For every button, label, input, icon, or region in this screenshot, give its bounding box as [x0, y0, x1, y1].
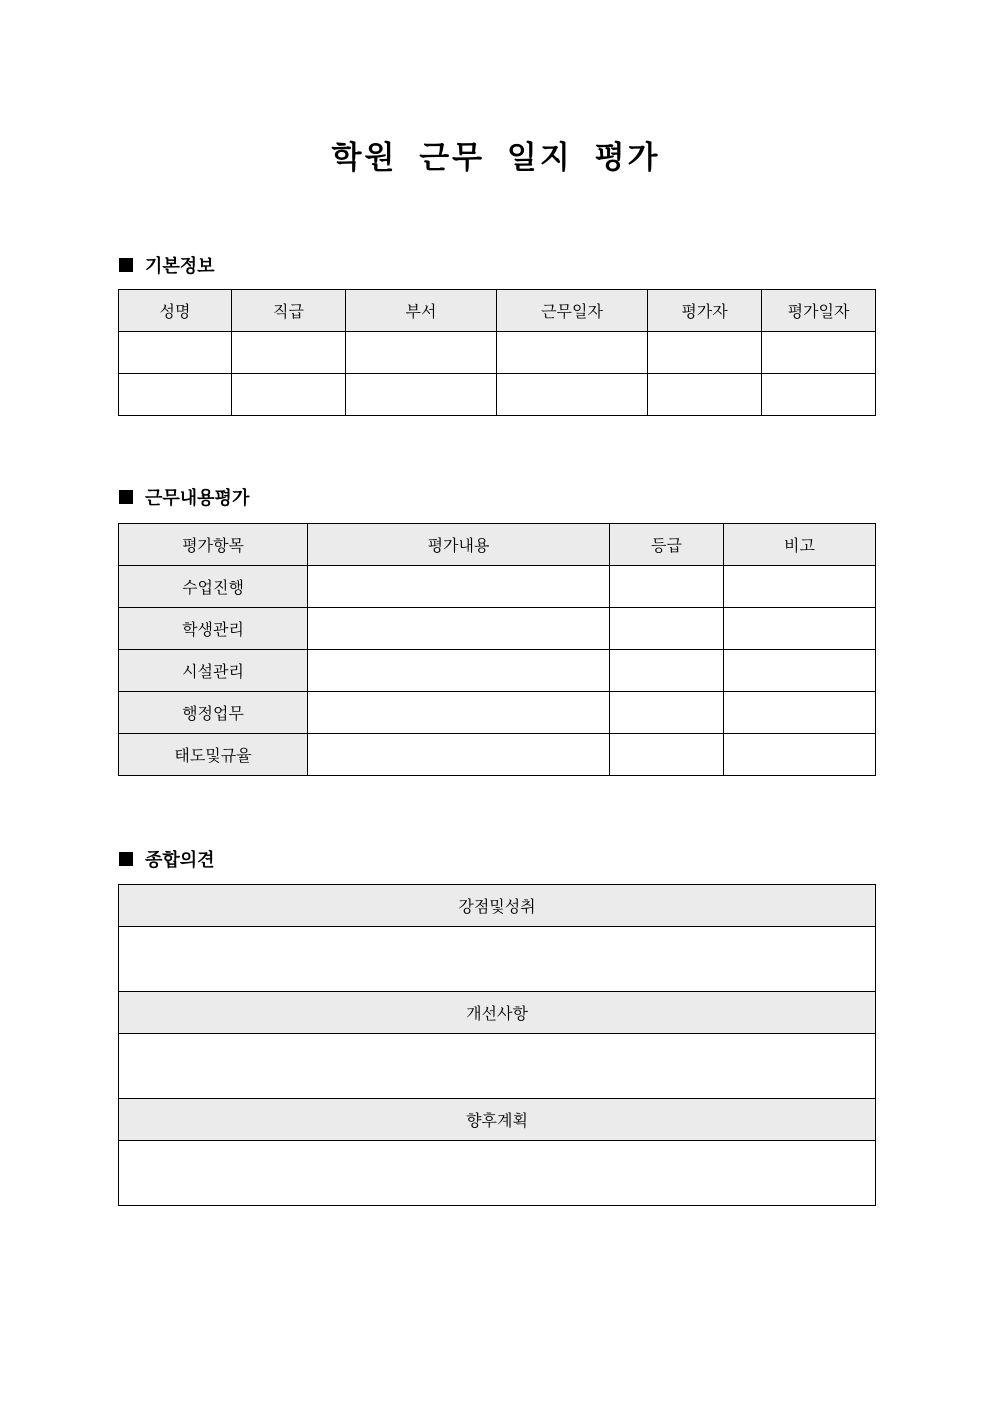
- improvements-label: 개선사항: [119, 992, 876, 1034]
- section-heading-work-evaluation: [119, 485, 249, 509]
- section-heading-label: 종합의견: [145, 850, 215, 871]
- basic-info-table: [118, 289, 876, 416]
- table-row: [119, 608, 876, 650]
- evaluation-content-cell[interactable]: [308, 734, 610, 776]
- section-heading-basic-info: [119, 253, 215, 277]
- grade-cell[interactable]: [610, 734, 724, 776]
- strengths-field[interactable]: [119, 927, 876, 992]
- column-header-content: 평가내용: [308, 524, 610, 566]
- opinion-section-body: [119, 927, 876, 992]
- grade-cell[interactable]: [610, 650, 724, 692]
- position-cell[interactable]: [232, 332, 346, 374]
- future-plans-field[interactable]: [119, 1141, 876, 1206]
- table-row: [119, 566, 876, 608]
- opinion-section-body: [119, 1141, 876, 1206]
- section-heading-label: 근무내용평가: [145, 488, 250, 509]
- column-header-evaluator: 평가자: [648, 290, 762, 332]
- name-cell[interactable]: [119, 332, 232, 374]
- evaluation-content-cell[interactable]: [308, 608, 610, 650]
- table-row: [119, 650, 876, 692]
- position-cell[interactable]: [232, 374, 346, 416]
- column-header-work-date: 근무일자: [497, 290, 648, 332]
- evaluation-date-cell[interactable]: [762, 374, 876, 416]
- grade-cell[interactable]: [610, 566, 724, 608]
- opinion-section-header: [119, 992, 876, 1034]
- improvements-field[interactable]: [119, 1034, 876, 1099]
- square-bullet-icon: [119, 258, 133, 272]
- table-row: [119, 692, 876, 734]
- opinion-section-header: [119, 1099, 876, 1141]
- name-cell[interactable]: [119, 374, 232, 416]
- department-cell[interactable]: [346, 374, 497, 416]
- page-title: 학원 근무 일지 평가: [331, 140, 661, 176]
- work-evaluation-table: [118, 523, 876, 776]
- column-header-name: 성명: [119, 290, 232, 332]
- table-header-row: [119, 524, 876, 566]
- strengths-label: 강점및성취: [119, 885, 876, 927]
- column-header-item: 평가항목: [119, 524, 308, 566]
- column-header-department: 부서: [346, 290, 497, 332]
- future-plans-label: 향후계획: [119, 1099, 876, 1141]
- evaluation-content-cell[interactable]: [308, 566, 610, 608]
- table-header-row: [119, 290, 876, 332]
- note-cell[interactable]: [724, 566, 876, 608]
- note-cell[interactable]: [724, 650, 876, 692]
- work-date-cell[interactable]: [497, 374, 648, 416]
- note-cell[interactable]: [724, 734, 876, 776]
- column-header-note: 비고: [724, 524, 876, 566]
- section-heading-overall-opinion: [119, 847, 215, 871]
- evaluation-content-cell[interactable]: [308, 692, 610, 734]
- column-header-position: 직급: [232, 290, 346, 332]
- table-row: [119, 374, 876, 416]
- evaluation-item-label: 학생관리: [119, 608, 308, 650]
- evaluator-cell[interactable]: [648, 332, 762, 374]
- evaluation-content-cell[interactable]: [308, 650, 610, 692]
- section-heading-label: 기본정보: [145, 256, 215, 277]
- evaluation-item-label: 행정업무: [119, 692, 308, 734]
- note-cell[interactable]: [724, 608, 876, 650]
- table-row: [119, 734, 876, 776]
- note-cell[interactable]: [724, 692, 876, 734]
- square-bullet-icon: [119, 490, 133, 504]
- evaluation-item-label: 태도및규율: [119, 734, 308, 776]
- opinion-section-body: [119, 1034, 876, 1099]
- overall-opinion-table: [118, 884, 876, 1206]
- grade-cell[interactable]: [610, 692, 724, 734]
- grade-cell[interactable]: [610, 608, 724, 650]
- column-header-grade: 등급: [610, 524, 724, 566]
- evaluator-cell[interactable]: [648, 374, 762, 416]
- table-row: [119, 332, 876, 374]
- evaluation-item-label: 수업진행: [119, 566, 308, 608]
- square-bullet-icon: [119, 852, 133, 866]
- column-header-evaluation-date: 평가일자: [762, 290, 876, 332]
- opinion-section-header: [119, 885, 876, 927]
- work-date-cell[interactable]: [497, 332, 648, 374]
- evaluation-item-label: 시설관리: [119, 650, 308, 692]
- department-cell[interactable]: [346, 332, 497, 374]
- evaluation-date-cell[interactable]: [762, 332, 876, 374]
